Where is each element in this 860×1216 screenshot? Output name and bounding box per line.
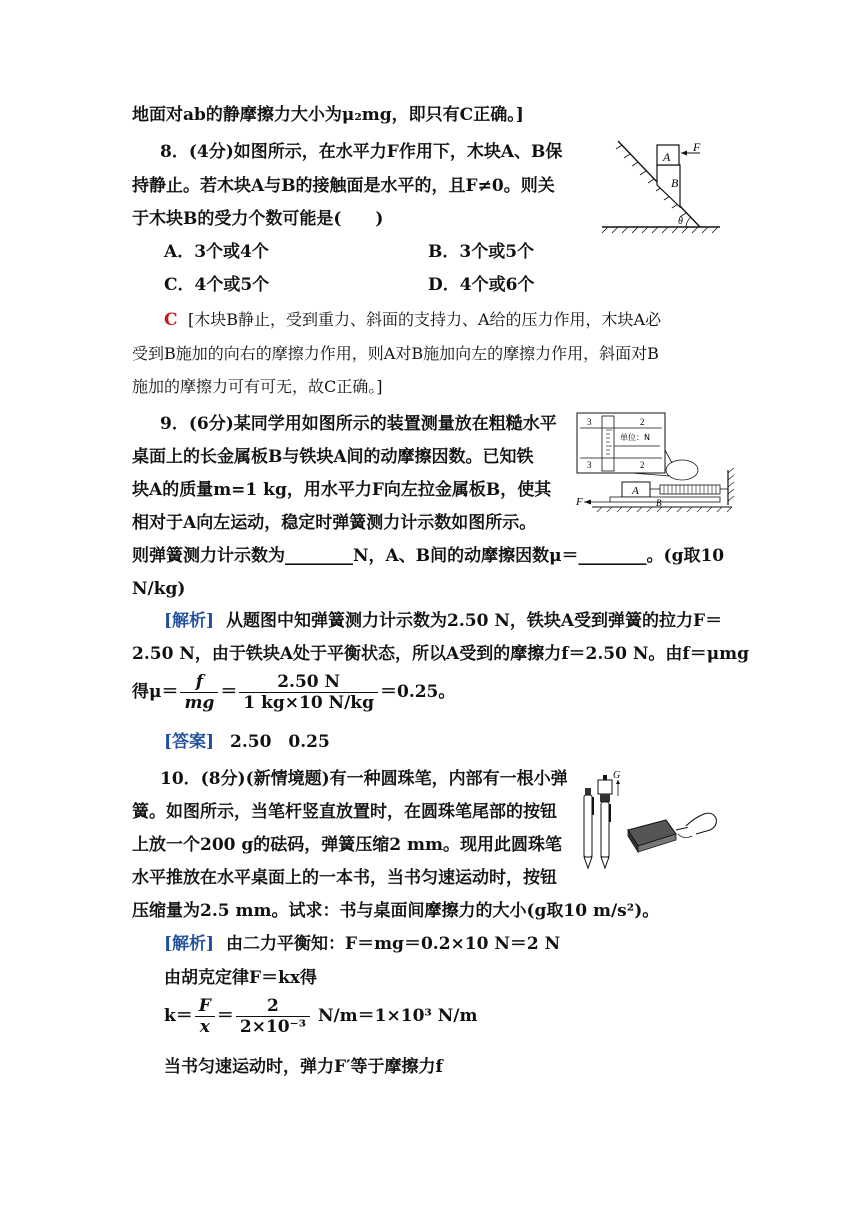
q9-line-2: 桌面上的长金属板B与铁块A间的动摩擦因数。已知铁 (132, 447, 534, 467)
q8-explanation-2: 受到B施加的向右的摩擦力作用，则A对B施加向左的摩擦力作用，斜面对B (132, 344, 659, 363)
q10-line-1-rest: 有一种圆珠笔，内部有一根小弹 (329, 769, 568, 789)
q9-frac1-numerator: f (180, 672, 218, 693)
q9-calc-result: ＝0.25。 (379, 682, 456, 702)
q10-fig-label-g: G (613, 770, 621, 781)
q9-calc-equals: ＝ (220, 682, 238, 702)
q9-jiexi-tag: [解析] (164, 611, 215, 631)
q9-answer: 2.50 0.25 (230, 732, 330, 752)
q9-line-3: 块A的质量m=1 kg，用水平力F向左拉金属板B，使其 (132, 480, 552, 500)
q9-answer-tag: [答案] (164, 732, 215, 752)
q10-line-1 (160, 767, 568, 791)
q8-line-3: 于木块B的受力个数可能是( ) (132, 209, 384, 229)
q10-number: 10．(8分) (160, 769, 246, 789)
q9-jiexi-line-2: 2.50 N，由于铁块A处于平衡状态，所以A受到的摩擦力f＝2.50 N。由f＝μmg (132, 644, 750, 664)
q10-frac-denominator: 2×10⁻³ (239, 1017, 307, 1037)
q9-fraction-f-over-mg (180, 672, 218, 713)
q9-frac2-denominator: 1 kg×10 N/kg (243, 693, 374, 713)
q10-jiexi-line-2: 由胡克定律F＝kx得 (164, 968, 317, 988)
q8-option-a: A．3个或4个 (164, 242, 269, 262)
q8-explanation-1: [木块B静止，受到重力、斜面的支持力、A给的压力作用，木块A必 (188, 310, 662, 329)
q9-fig-label-f: F (576, 496, 583, 508)
q9-line-6: N/kg) (132, 579, 186, 599)
q10-fraction-f-over-x (195, 996, 215, 1037)
q8-line-1: 8．(4分)如图所示，在水平力F作用下，木块A、B保 (160, 142, 563, 162)
q10-jiexi-tag: [解析] (164, 934, 215, 954)
q10-k-equals: ＝ (216, 1006, 234, 1026)
q8-answer-letter: C (164, 310, 178, 330)
q9-fig-unit: 单位：N (620, 433, 650, 442)
q8-explanation-3: 施加的摩擦力可有可无，故C正确。] (132, 377, 383, 396)
q10-pen-figure (578, 768, 718, 876)
q8-fig-label-f: F (693, 140, 701, 154)
q10-frac-numerator: 2 (236, 996, 310, 1017)
q9-fig-tick-3b: 3 (587, 460, 592, 470)
q8-option-b: B．3个或5个 (428, 242, 535, 262)
q9-line-1: 9．(6分)某同学用如图所示的装置测量放在粗糙水平 (160, 414, 557, 434)
q9-spring-scale-figure (572, 410, 742, 515)
q8-incline-figure (600, 135, 725, 235)
q8-option-d: D．4个或6个 (428, 275, 535, 295)
q9-fig-tick-2b: 2 (640, 460, 645, 470)
q10-k-result: N/m＝1×10³ N/m (317, 1006, 478, 1026)
q9-frac2-numerator: 2.50 N (239, 672, 378, 693)
q10-fracF-denominator: x (199, 1017, 210, 1037)
q9-fig-label-a: A (632, 485, 639, 497)
continuation-line: 地面对ab的静摩擦力大小为μ₂mg，即只有C正确。] (132, 105, 524, 125)
q9-fig-tick-3a: 3 (587, 417, 592, 427)
q10-line-4: 水平推放在水平桌面上的一本书，当书匀速运动时，按钮 (132, 868, 557, 888)
q9-line-4: 相对于A向左运动，稳定时弹簧测力计示数如图所示。 (132, 513, 537, 533)
q9-frac1-denominator: mg (184, 693, 215, 713)
q10-tag: (新情境题) (245, 769, 330, 789)
q9-fig-tick-2a: 2 (640, 417, 645, 427)
q9-line-5: 则弹簧测力计示数为________N，A、B间的动摩擦因数μ＝________。(g取10 (132, 546, 725, 566)
q10-k-calculation (164, 996, 478, 1037)
q9-jiexi-line-1: 从题图中知弹簧测力计示数为2.50 N，铁块A受到弹簧的拉力F＝ (226, 611, 723, 631)
q9-fig-label-b: B (656, 498, 662, 508)
q10-line-5: 压缩量为2.5 mm。试求：书与桌面间摩擦力的大小(g取10 m/s²)。 (132, 901, 660, 921)
q8-line-2: 持静止。若木块A与B的接触面是水平的，且F≠0。则关 (132, 176, 555, 196)
q9-calculation (132, 672, 455, 713)
q8-option-c: C．4个或5个 (164, 275, 270, 295)
q8-fig-label-theta: θ (678, 216, 683, 227)
q10-line-3: 上放一个200 g的砝码，弹簧压缩2 mm。现用此圆珠笔 (132, 835, 563, 855)
q9-fraction-values (239, 672, 378, 713)
q9-calc-prefix: 得μ＝ (132, 682, 179, 702)
q10-fraction-values (236, 996, 310, 1037)
q10-jiexi-line-1: 由二力平衡知：F＝mg＝0.2×10 N＝2 N (226, 934, 561, 954)
q10-k-prefix: k＝ (164, 1006, 193, 1026)
q10-line-2: 簧。如图所示，当笔杆竖直放置时，在圆珠笔尾部的按钮 (132, 802, 557, 822)
q10-jiexi-line-4: 当书匀速运动时，弹力F′等于摩擦力f (164, 1057, 443, 1077)
q8-fig-label-a: A (663, 150, 671, 164)
q8-fig-label-b: B (671, 176, 679, 190)
q10-fracF-numerator: F (195, 996, 215, 1017)
